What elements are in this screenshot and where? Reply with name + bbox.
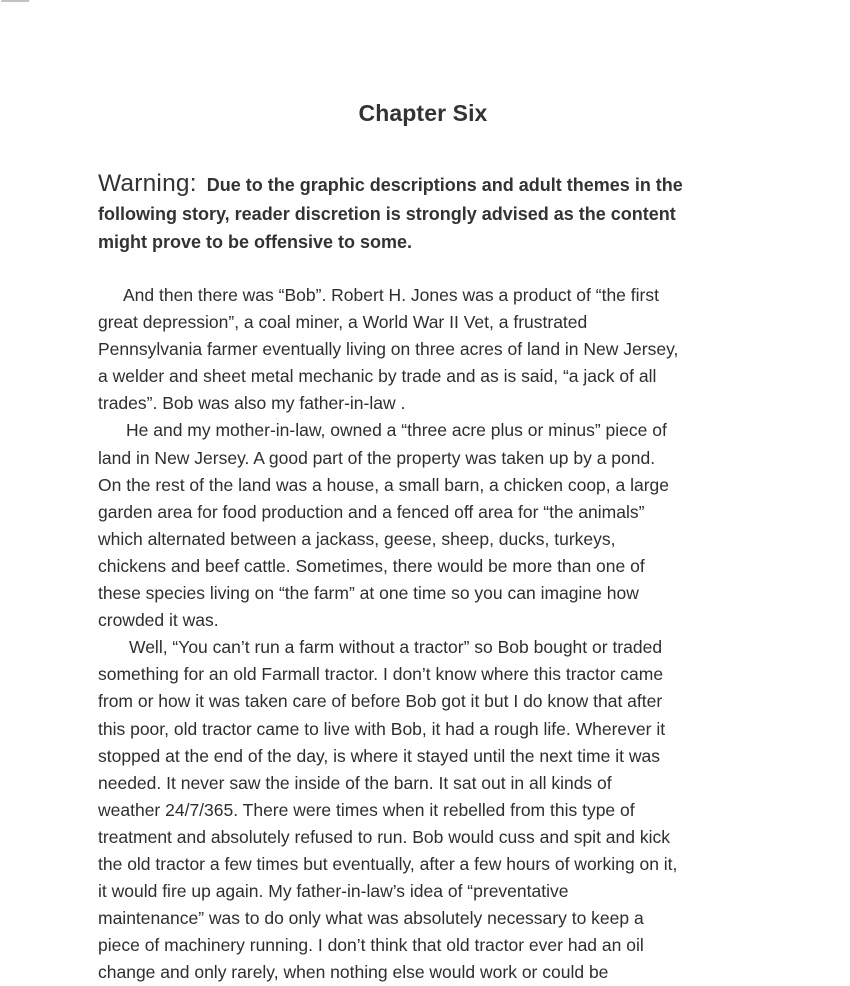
story-body xyxy=(98,282,748,986)
text-line: trades”. Bob was also my father-in-law . xyxy=(98,393,406,414)
warning-line: Due to the graphic descriptions and adult themes in the xyxy=(206,175,683,195)
text-line: treatment and absolutely refused to run. Bob would cuss and spit and kick xyxy=(98,826,670,847)
warning-notice xyxy=(98,170,748,257)
text-line: land in New Jersey. A good part of the property was taken up by a pond. xyxy=(98,447,656,468)
text-line: great depression”, a coal miner, a World War II Vet, a frustrated xyxy=(98,312,588,333)
text-line: stopped at the end of the day, is where it stayed until the next time it was xyxy=(98,745,660,766)
text-line: needed. It never saw the inside of the barn. It sat out in all kinds of xyxy=(98,772,612,793)
text-line: chickens and beef cattle. Sometimes, there would be more than one of xyxy=(98,555,645,576)
text-line: garden area for food production and a fenced off area for “the animals” xyxy=(98,501,645,522)
text-line: a welder and sheet metal mechanic by trade and as is said, “a jack of all xyxy=(98,366,657,387)
paragraph xyxy=(98,282,748,417)
text-line: weather 24/7/365. There were times when it rebelled from this type of xyxy=(98,799,635,820)
text-line: maintenance” was to do only what was absolutely necessary to keep a xyxy=(98,908,644,929)
warning-line: might prove to be offensive to some. xyxy=(98,232,413,252)
paragraph xyxy=(98,634,748,986)
text-line: On the rest of the land was a house, a small barn, a chicken coop, a large xyxy=(98,474,670,495)
text-line: Pennsylvania farmer eventually living on three acres of land in New Jersey, xyxy=(98,339,679,360)
warning-label: Warning: xyxy=(98,170,197,197)
paragraph xyxy=(98,417,748,634)
text-line: it would fire up again. My father-in-law’s idea of “preventative xyxy=(98,881,569,902)
text-line: these species living on “the farm” at one time so you can imagine how xyxy=(98,583,639,604)
text-line: this poor, old tractor came to live with Bob, it had a rough life. Wherever it xyxy=(98,718,666,739)
scan-edge-mark xyxy=(0,0,30,6)
text-line: the old tractor a few times but eventually, after a few hours of working on it, xyxy=(98,853,678,874)
text-line: which alternated between a jackass, geese, sheep, ducks, turkeys, xyxy=(98,528,616,549)
text-line: And then there was “Bob”. Robert H. Jones was a product of “the first xyxy=(123,285,659,305)
text-line: piece of machinery running. I don’t think that old tractor ever had an oil xyxy=(98,935,644,956)
text-line: crowded it was. xyxy=(98,610,219,631)
warning-line: following story, reader discretion is strongly advised as the content xyxy=(98,203,676,224)
text-line: from or how it was taken care of before Bob got it but I do know that after xyxy=(98,691,663,712)
text-line: He and my mother-in-law, owned a “three acre plus or minus” piece of xyxy=(126,420,667,441)
text-line: Well, “You can’t run a farm without a tractor” so Bob bought or traded xyxy=(129,637,663,658)
chapter-title: Chapter Six xyxy=(358,100,488,126)
text-line: change and only rarely, when nothing else would work or could be xyxy=(98,962,609,983)
text-line: something for an old Farmall tractor. I don’t know where this tractor came xyxy=(98,664,664,685)
